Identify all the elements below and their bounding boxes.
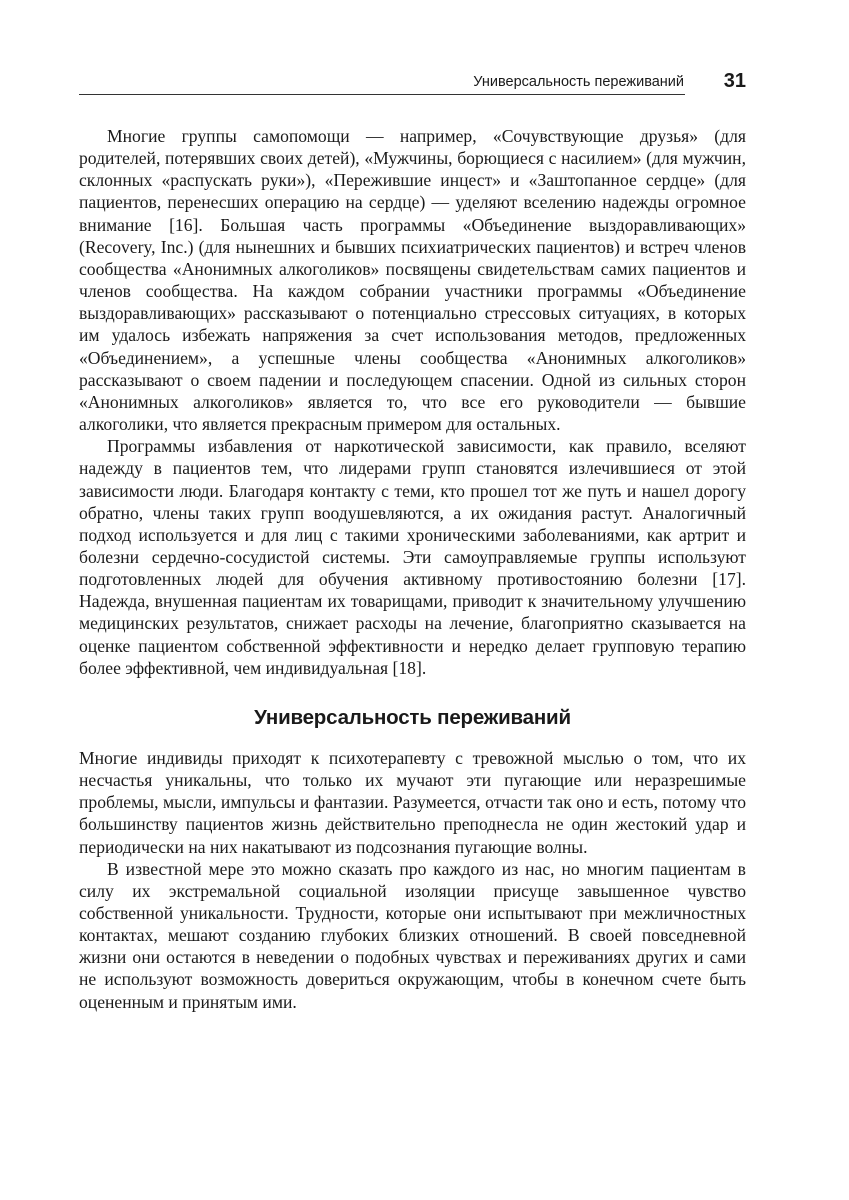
paragraph-uniqueness: Многие индивиды приходят к психотерапевту с тревожной мыслью о том, что их несчастья уникальны, что только их мучают эти пугающие или неразрешимые проблемы, мысли, импульсы и фантазии. Разумеется, отчасти так оно и есть, потому что большинству пациентов жизнь действительно преподнесла не один жестокий удар и периодически на них накатывают из подсознания пугающие волны. <box>79 747 746 857</box>
paragraph-self-help-groups: Многие группы самопомощи — например, «Сочувствующие друзья» (для родителей, потерявших своих детей), «Мужчины, борющиеся с насилием» (для мужчин, склонных «распускать руки»), «Пережившие инцест» и «Заштопанное сердце» (для пациентов, перенесших операцию на сердце) — уделяют вселению надежды огромное внимание [16]. Большая часть программы «Объединение выздоравливающих» (Recovery, Inc.) (для нынешних и бывших психиатрических пациентов) и встреч членов сообщества «Анонимных алкоголиков» посвящены свидетельствам самих пациентов и членов сообщества. На каждом собрании участники программы «Объединение выздоравливающих» рассказывают о потенциально стрессовых ситуациях, в которых им удалось избежать напряжения за счет использования методов, предложенных «Объединением», а успешные члены сообщества «Анонимных алкоголиков» рассказывают о своем падении и последующем спасении. Одной из сильных сторон «Анонимных алкоголиков» является то, что все его руководители — бывшие алкоголики, что является прекрасным примером для остальных. <box>79 126 746 435</box>
paragraph-isolation: В известной мере это можно сказать про каждого из нас, но многим пациентам в силу их экстремальной социальной изоляции присуще завышенное чувство собственной уникальности. Трудности, которые они испытывают при межличностных контактах, мешают созданию глубоких близких отношений. В своей повседневной жизни они остаются в неведении о подобных чувствах и переживаниях других и сами не используют возможность довериться окружающим, чтобы в конечном счете быть оцененным и принятым ими. <box>79 858 746 1012</box>
paragraph-addiction-programs: Программы избавления от наркотической зависимости, как правило, вселяют надежду в пациентов тем, что лидерами групп становятся излечившиеся от этой зависимости люди. Благодаря контакту с теми, кто прошел тот же путь и нашел дорогу обратно, члены таких групп воодушевляются, а их ожидания растут. Аналогичный подход используется и для лиц с такими хроническими заболеваниями, как артрит и болезни сердечно-сосудистой системы. Эти самоуправляемые группы используют подготовленных людей для обучения активному противостоянию болезни [17]. Надежда, внушенная пациентам их товарищами, приводит к значительному улучшению медицинских результатов, снижает расходы на лечение, благоприятно сказывается на оценке пациентом собственной эффективности и нередко делает групповую терапию более эффективной, чем индивидуальная [18]. <box>79 436 746 678</box>
page-number: 31 <box>723 70 746 92</box>
section-heading: Универсальность переживаний <box>254 705 571 729</box>
page-body <box>79 125 746 1013</box>
running-title: Универсальность переживаний <box>473 74 684 90</box>
header-rule <box>79 94 685 95</box>
running-header <box>79 68 746 98</box>
